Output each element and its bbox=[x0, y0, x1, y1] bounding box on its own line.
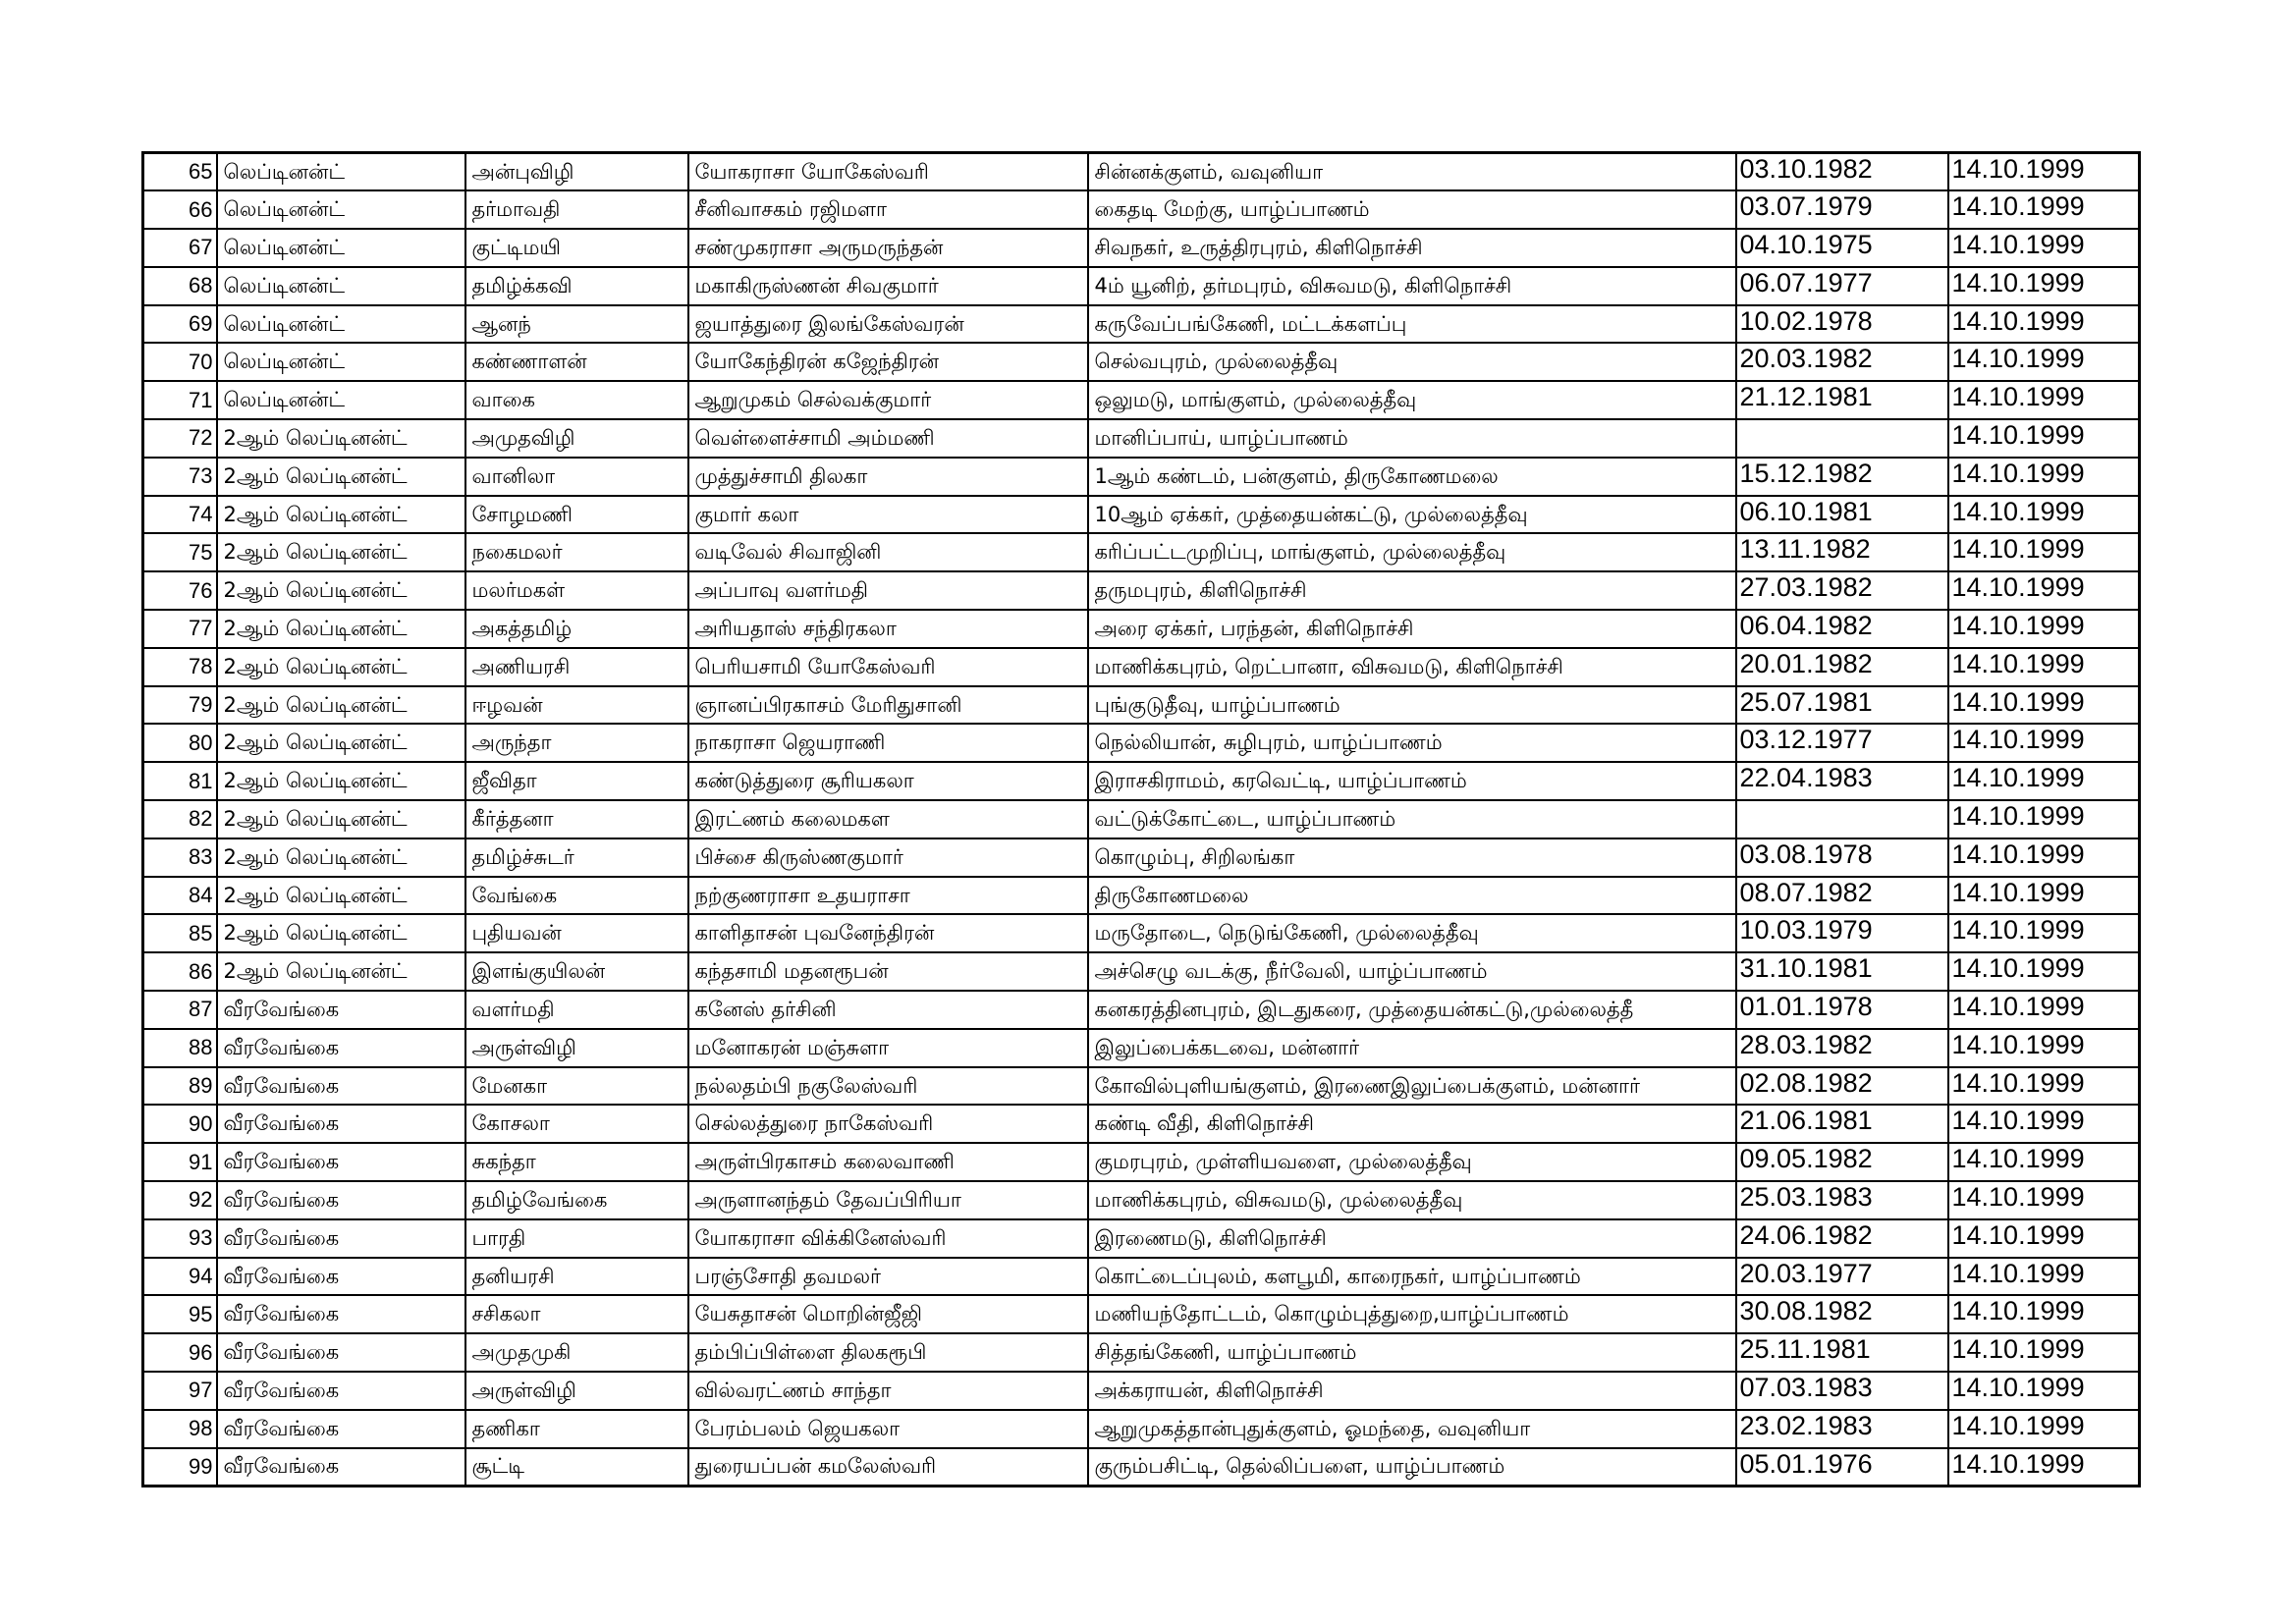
death-date: 14.10.1999 bbox=[1948, 1181, 2140, 1219]
birth-date: 03.08.1978 bbox=[1736, 838, 1948, 877]
row-number: 74 bbox=[143, 496, 217, 534]
birth-date: 31.10.1981 bbox=[1736, 952, 1948, 991]
death-date: 14.10.1999 bbox=[1948, 419, 2140, 458]
address: கொழும்பு, சிறிலங்கா bbox=[1088, 838, 1736, 877]
table-row bbox=[143, 800, 2140, 838]
row-number: 99 bbox=[143, 1448, 217, 1487]
alias-name: கோசலா bbox=[465, 1105, 688, 1143]
full-name: குமார் கலா bbox=[688, 496, 1088, 534]
address: 1ஆம் கண்டம், பன்குளம், திருகோணமலை bbox=[1088, 458, 1736, 496]
rank: வீரவேங்கை bbox=[217, 1410, 465, 1448]
row-number: 85 bbox=[143, 914, 217, 952]
full-name: மனோகரன் மஞ்சுளா bbox=[688, 1029, 1088, 1067]
table-row bbox=[143, 724, 2140, 762]
table-row bbox=[143, 762, 2140, 800]
full-name: ஜயாத்துரை இலங்கேஸ்வரன் bbox=[688, 305, 1088, 344]
alias-name: தமிழ்வேங்கை bbox=[465, 1181, 688, 1219]
table-row bbox=[143, 877, 2140, 915]
full-name: பேரம்பலம் ஜெயகலா bbox=[688, 1410, 1088, 1448]
rank: லெப்டினன்ட் bbox=[217, 267, 465, 305]
death-date: 14.10.1999 bbox=[1948, 952, 2140, 991]
death-date: 14.10.1999 bbox=[1948, 153, 2140, 191]
address: தருமபுரம், கிளிநொச்சி bbox=[1088, 571, 1736, 610]
alias-name: தனியரசி bbox=[465, 1258, 688, 1296]
death-date: 14.10.1999 bbox=[1948, 1410, 2140, 1448]
full-name: தம்பிப்பிள்ளை திலகரூபி bbox=[688, 1333, 1088, 1372]
full-name: அருள்பிரகாசம் கலைவாணி bbox=[688, 1143, 1088, 1181]
row-number: 77 bbox=[143, 610, 217, 648]
address: இராசகிராமம், கரவெட்டி, யாழ்ப்பாணம் bbox=[1088, 762, 1736, 800]
death-date: 14.10.1999 bbox=[1948, 724, 2140, 762]
birth-date: 15.12.1982 bbox=[1736, 458, 1948, 496]
alias-name: வாகை bbox=[465, 381, 688, 419]
full-name: காளிதாசன் புவனேந்திரன் bbox=[688, 914, 1088, 952]
death-date: 14.10.1999 bbox=[1948, 305, 2140, 344]
table-row bbox=[143, 419, 2140, 458]
address: செல்வபுரம், முல்லைத்தீவு bbox=[1088, 343, 1736, 381]
address: குமரபுரம், முள்ளியவளை, முல்லைத்தீவு bbox=[1088, 1143, 1736, 1181]
table-row bbox=[143, 610, 2140, 648]
row-number: 84 bbox=[143, 877, 217, 915]
full-name: வில்வரட்ணம் சாந்தா bbox=[688, 1372, 1088, 1410]
death-date: 14.10.1999 bbox=[1948, 458, 2140, 496]
full-name: யேசுதாசன் மொறின்ஜீஜி bbox=[688, 1295, 1088, 1333]
rank: லெப்டினன்ட் bbox=[217, 229, 465, 267]
death-date: 14.10.1999 bbox=[1948, 800, 2140, 838]
row-number: 73 bbox=[143, 458, 217, 496]
alias-name: தணிகா bbox=[465, 1410, 688, 1448]
birth-date: 13.11.1982 bbox=[1736, 533, 1948, 571]
alias-name: அமுதவிழி bbox=[465, 419, 688, 458]
full-name: வடிவேல் சிவாஜினி bbox=[688, 533, 1088, 571]
alias-name: கீர்த்தனா bbox=[465, 800, 688, 838]
rank: 2ஆம் லெப்டினன்ட் bbox=[217, 686, 465, 725]
address: மாணிக்கபுரம், றெட்பானா, விசுவமடு, கிளிநொச்சி bbox=[1088, 648, 1736, 686]
table-row bbox=[143, 190, 2140, 229]
table-row bbox=[143, 496, 2140, 534]
alias-name: வளர்மதி bbox=[465, 991, 688, 1029]
address: வட்டுக்கோட்டை, யாழ்ப்பாணம் bbox=[1088, 800, 1736, 838]
table-row bbox=[143, 1181, 2140, 1219]
table-row bbox=[143, 1410, 2140, 1448]
alias-name: சூட்டி bbox=[465, 1448, 688, 1487]
rank: வீரவேங்கை bbox=[217, 1181, 465, 1219]
rank: வீரவேங்கை bbox=[217, 1143, 465, 1181]
alias-name: சசிகலா bbox=[465, 1295, 688, 1333]
row-number: 92 bbox=[143, 1181, 217, 1219]
full-name: அப்பாவு வளர்மதி bbox=[688, 571, 1088, 610]
address: ஆறுமுகத்தான்புதுக்குளம், ஓமந்தை, வவுனியா bbox=[1088, 1410, 1736, 1448]
row-number: 72 bbox=[143, 419, 217, 458]
rank: வீரவேங்கை bbox=[217, 1372, 465, 1410]
rank: 2ஆம் லெப்டினன்ட் bbox=[217, 496, 465, 534]
table-row bbox=[143, 153, 2140, 191]
table-row bbox=[143, 571, 2140, 610]
birth-date: 27.03.1982 bbox=[1736, 571, 1948, 610]
death-date: 14.10.1999 bbox=[1948, 1448, 2140, 1487]
rank: 2ஆம் லெப்டினன்ட் bbox=[217, 914, 465, 952]
alias-name: இளங்குயிலன் bbox=[465, 952, 688, 991]
address: ஒலுமடு, மாங்குளம், முல்லைத்தீவு bbox=[1088, 381, 1736, 419]
birth-date: 03.12.1977 bbox=[1736, 724, 1948, 762]
address: நெல்லியான், சுழிபுரம், யாழ்ப்பாணம் bbox=[1088, 724, 1736, 762]
address: மாணிக்கபுரம், விசுவமடு, முல்லைத்தீவு bbox=[1088, 1181, 1736, 1219]
birth-date: 30.08.1982 bbox=[1736, 1295, 1948, 1333]
address: குரும்பசிட்டி, தெல்லிப்பளை, யாழ்ப்பாணம் bbox=[1088, 1448, 1736, 1487]
full-name: யோகேந்திரன் கஜேந்திரன் bbox=[688, 343, 1088, 381]
full-name: அருளானந்தம் தேவப்பிரியா bbox=[688, 1181, 1088, 1219]
rank: வீரவேங்கை bbox=[217, 1448, 465, 1487]
full-name: பிச்சை கிருஸ்ணகுமார் bbox=[688, 838, 1088, 877]
table-row bbox=[143, 686, 2140, 725]
death-date: 14.10.1999 bbox=[1948, 648, 2140, 686]
birth-date: 01.01.1978 bbox=[1736, 991, 1948, 1029]
rank: வீரவேங்கை bbox=[217, 1029, 465, 1067]
death-date: 14.10.1999 bbox=[1948, 838, 2140, 877]
row-number: 86 bbox=[143, 952, 217, 991]
birth-date: 20.03.1982 bbox=[1736, 343, 1948, 381]
table-row bbox=[143, 991, 2140, 1029]
full-name: அரியதாஸ் சந்திரகலா bbox=[688, 610, 1088, 648]
death-date: 14.10.1999 bbox=[1948, 1333, 2140, 1372]
row-number: 65 bbox=[143, 153, 217, 191]
death-date: 14.10.1999 bbox=[1948, 1029, 2140, 1067]
full-name: நாகராசா ஜெயராணி bbox=[688, 724, 1088, 762]
row-number: 88 bbox=[143, 1029, 217, 1067]
rank: 2ஆம் லெப்டினன்ட் bbox=[217, 952, 465, 991]
rank: வீரவேங்கை bbox=[217, 1219, 465, 1258]
birth-date: 20.01.1982 bbox=[1736, 648, 1948, 686]
full-name: பெரியசாமி யோகேஸ்வரி bbox=[688, 648, 1088, 686]
alias-name: ஜீவிதா bbox=[465, 762, 688, 800]
rank: லெப்டினன்ட் bbox=[217, 190, 465, 229]
full-name: சண்முகராசா அருமருந்தன் bbox=[688, 229, 1088, 267]
alias-name: ஆனந் bbox=[465, 305, 688, 344]
row-number: 83 bbox=[143, 838, 217, 877]
row-number: 80 bbox=[143, 724, 217, 762]
alias-name: சுகந்தா bbox=[465, 1143, 688, 1181]
row-number: 78 bbox=[143, 648, 217, 686]
address: மானிப்பாய், யாழ்ப்பாணம் bbox=[1088, 419, 1736, 458]
birth-date: 25.03.1983 bbox=[1736, 1181, 1948, 1219]
alias-name: அணியரசி bbox=[465, 648, 688, 686]
rank: லெப்டினன்ட் bbox=[217, 381, 465, 419]
rank: வீரவேங்கை bbox=[217, 1333, 465, 1372]
birth-date: 06.07.1977 bbox=[1736, 267, 1948, 305]
birth-date bbox=[1736, 419, 1948, 458]
alias-name: அருள்விழி bbox=[465, 1029, 688, 1067]
alias-name: நகைமலர் bbox=[465, 533, 688, 571]
alias-name: தமிழ்ச்சுடர் bbox=[465, 838, 688, 877]
table-row bbox=[143, 1143, 2140, 1181]
table-row bbox=[143, 1258, 2140, 1296]
death-date: 14.10.1999 bbox=[1948, 877, 2140, 915]
birth-date: 25.11.1981 bbox=[1736, 1333, 1948, 1372]
death-date: 14.10.1999 bbox=[1948, 343, 2140, 381]
table-row bbox=[143, 267, 2140, 305]
birth-date: 20.03.1977 bbox=[1736, 1258, 1948, 1296]
death-date: 14.10.1999 bbox=[1948, 229, 2140, 267]
table-row bbox=[143, 1333, 2140, 1372]
table-row bbox=[143, 533, 2140, 571]
row-number: 91 bbox=[143, 1143, 217, 1181]
alias-name: பாரதி bbox=[465, 1219, 688, 1258]
row-number: 89 bbox=[143, 1067, 217, 1106]
alias-name: தமிழ்க்கவி bbox=[465, 267, 688, 305]
rank: 2ஆம் லெப்டினன்ட் bbox=[217, 610, 465, 648]
table-row bbox=[143, 1448, 2140, 1487]
full-name: யோகராசா யோகேஸ்வரி bbox=[688, 153, 1088, 191]
birth-date: 23.02.1983 bbox=[1736, 1410, 1948, 1448]
death-date: 14.10.1999 bbox=[1948, 496, 2140, 534]
table-row bbox=[143, 1219, 2140, 1258]
full-name: இரட்ணம் கலைமகள bbox=[688, 800, 1088, 838]
alias-name: வேங்கை bbox=[465, 877, 688, 915]
address: கோவில்புளியங்குளம், இரணைஇலுப்பைக்குளம், மன்னார் bbox=[1088, 1067, 1736, 1106]
row-number: 98 bbox=[143, 1410, 217, 1448]
death-date: 14.10.1999 bbox=[1948, 914, 2140, 952]
death-date: 14.10.1999 bbox=[1948, 991, 2140, 1029]
death-date: 14.10.1999 bbox=[1948, 1295, 2140, 1333]
rank: லெப்டினன்ட் bbox=[217, 153, 465, 191]
table-row bbox=[143, 1105, 2140, 1143]
birth-date: 08.07.1982 bbox=[1736, 877, 1948, 915]
full-name: ஆறுமுகம் செல்வக்குமார் bbox=[688, 381, 1088, 419]
address: அரை ஏக்கர், பரந்தன், கிளிநொச்சி bbox=[1088, 610, 1736, 648]
full-name: துரையப்பன் கமலேஸ்வரி bbox=[688, 1448, 1088, 1487]
rank: லெப்டினன்ட் bbox=[217, 305, 465, 344]
address: கனகரத்தினபுரம், இடதுகரை, முத்தையன்கட்டு,முல்லைத்தீ bbox=[1088, 991, 1736, 1029]
birth-date: 25.07.1981 bbox=[1736, 686, 1948, 725]
full-name: சீனிவாசகம் ரஜிமளா bbox=[688, 190, 1088, 229]
rank: 2ஆம் லெப்டினன்ட் bbox=[217, 838, 465, 877]
birth-date: 02.08.1982 bbox=[1736, 1067, 1948, 1106]
address: கண்டி வீதி, கிளிநொச்சி bbox=[1088, 1105, 1736, 1143]
full-name: நற்குணராசா உதயராசா bbox=[688, 877, 1088, 915]
full-name: மகாகிருஸ்ணன் சிவகுமார் bbox=[688, 267, 1088, 305]
row-number: 81 bbox=[143, 762, 217, 800]
row-number: 90 bbox=[143, 1105, 217, 1143]
row-number: 93 bbox=[143, 1219, 217, 1258]
address: கைதடி மேற்கு, யாழ்ப்பாணம் bbox=[1088, 190, 1736, 229]
death-date: 14.10.1999 bbox=[1948, 762, 2140, 800]
alias-name: தர்மாவதி bbox=[465, 190, 688, 229]
full-name: வெள்ளைச்சாமி அம்மணி bbox=[688, 419, 1088, 458]
alias-name: சோழமணி bbox=[465, 496, 688, 534]
rank: 2ஆம் லெப்டினன்ட் bbox=[217, 458, 465, 496]
alias-name: அகத்தமிழ் bbox=[465, 610, 688, 648]
rank: 2ஆம் லெப்டினன்ட் bbox=[217, 648, 465, 686]
row-number: 96 bbox=[143, 1333, 217, 1372]
rank: 2ஆம் லெப்டினன்ட் bbox=[217, 762, 465, 800]
birth-date: 09.05.1982 bbox=[1736, 1143, 1948, 1181]
row-number: 87 bbox=[143, 991, 217, 1029]
alias-name: மேனகா bbox=[465, 1067, 688, 1106]
death-date: 14.10.1999 bbox=[1948, 190, 2140, 229]
table-row bbox=[143, 838, 2140, 877]
birth-date: 04.10.1975 bbox=[1736, 229, 1948, 267]
birth-date: 03.10.1982 bbox=[1736, 153, 1948, 191]
row-number: 94 bbox=[143, 1258, 217, 1296]
death-date: 14.10.1999 bbox=[1948, 1105, 2140, 1143]
alias-name: மலர்மகள் bbox=[465, 571, 688, 610]
birth-date: 21.06.1981 bbox=[1736, 1105, 1948, 1143]
table-row bbox=[143, 1029, 2140, 1067]
alias-name: ஈழவன் bbox=[465, 686, 688, 725]
death-date: 14.10.1999 bbox=[1948, 533, 2140, 571]
rank: வீரவேங்கை bbox=[217, 1295, 465, 1333]
row-number: 97 bbox=[143, 1372, 217, 1410]
address: அக்கராயன், கிளிநொச்சி bbox=[1088, 1372, 1736, 1410]
rank: வீரவேங்கை bbox=[217, 991, 465, 1029]
death-date: 14.10.1999 bbox=[1948, 571, 2140, 610]
address: இலுப்பைக்கடவை, மன்னார் bbox=[1088, 1029, 1736, 1067]
alias-name: கண்ணாளன் bbox=[465, 343, 688, 381]
birth-date: 21.12.1981 bbox=[1736, 381, 1948, 419]
address: அச்செழு வடக்கு, நீர்வேலி, யாழ்ப்பாணம் bbox=[1088, 952, 1736, 991]
table-row bbox=[143, 305, 2140, 344]
birth-date: 28.03.1982 bbox=[1736, 1029, 1948, 1067]
birth-date: 06.10.1981 bbox=[1736, 496, 1948, 534]
birth-date: 06.04.1982 bbox=[1736, 610, 1948, 648]
rank: வீரவேங்கை bbox=[217, 1258, 465, 1296]
full-name: கந்தசாமி மதனரூபன் bbox=[688, 952, 1088, 991]
row-number: 79 bbox=[143, 686, 217, 725]
alias-name: குட்டிமயி bbox=[465, 229, 688, 267]
row-number: 70 bbox=[143, 343, 217, 381]
address: 4ம் யூனிற், தர்மபுரம், விசுவமடு, கிளிநொச்சி bbox=[1088, 267, 1736, 305]
alias-name: புதியவன் bbox=[465, 914, 688, 952]
address: புங்குடுதீவு, யாழ்ப்பாணம் bbox=[1088, 686, 1736, 725]
death-date: 14.10.1999 bbox=[1948, 610, 2140, 648]
birth-date bbox=[1736, 800, 1948, 838]
rank: 2ஆம் லெப்டினன்ட் bbox=[217, 877, 465, 915]
death-date: 14.10.1999 bbox=[1948, 1372, 2140, 1410]
table-row bbox=[143, 914, 2140, 952]
table-row bbox=[143, 1372, 2140, 1410]
address: கரிப்பட்டமுறிப்பு, மாங்குளம், முல்லைத்தீவு bbox=[1088, 533, 1736, 571]
rank: 2ஆம் லெப்டினன்ட் bbox=[217, 800, 465, 838]
row-number: 66 bbox=[143, 190, 217, 229]
table-row bbox=[143, 229, 2140, 267]
alias-name: அன்புவிழி bbox=[465, 153, 688, 191]
row-number: 82 bbox=[143, 800, 217, 838]
address: சின்னக்குளம், வவுனியா bbox=[1088, 153, 1736, 191]
full-name: கண்டுத்துரை சூரியகலா bbox=[688, 762, 1088, 800]
table-row bbox=[143, 381, 2140, 419]
birth-date: 22.04.1983 bbox=[1736, 762, 1948, 800]
table-row bbox=[143, 458, 2140, 496]
address: இரணைமடு, கிளிநொச்சி bbox=[1088, 1219, 1736, 1258]
table-row bbox=[143, 952, 2140, 991]
address: 10ஆம் ஏக்கர், முத்தையன்கட்டு, முல்லைத்தீவு bbox=[1088, 496, 1736, 534]
table-row bbox=[143, 1067, 2140, 1106]
rank: 2ஆம் லெப்டினன்ட் bbox=[217, 419, 465, 458]
death-date: 14.10.1999 bbox=[1948, 267, 2140, 305]
alias-name: அருந்தா bbox=[465, 724, 688, 762]
address: சிவநகர், உருத்திரபுரம், கிளிநொச்சி bbox=[1088, 229, 1736, 267]
death-date: 14.10.1999 bbox=[1948, 1219, 2140, 1258]
table-row bbox=[143, 648, 2140, 686]
death-date: 14.10.1999 bbox=[1948, 1067, 2140, 1106]
rank: லெப்டினன்ட் bbox=[217, 343, 465, 381]
row-number: 68 bbox=[143, 267, 217, 305]
records-table bbox=[141, 151, 2141, 1487]
full-name: முத்துச்சாமி திலகா bbox=[688, 458, 1088, 496]
address: திருகோணமலை bbox=[1088, 877, 1736, 915]
full-name: கனேஸ் தர்சினி bbox=[688, 991, 1088, 1029]
birth-date: 03.07.1979 bbox=[1736, 190, 1948, 229]
death-date: 14.10.1999 bbox=[1948, 1258, 2140, 1296]
row-number: 76 bbox=[143, 571, 217, 610]
full-name: யோகராசா விக்கினேஸ்வரி bbox=[688, 1219, 1088, 1258]
alias-name: அமுதமுகி bbox=[465, 1333, 688, 1372]
rank: 2ஆம் லெப்டினன்ட் bbox=[217, 533, 465, 571]
row-number: 95 bbox=[143, 1295, 217, 1333]
address: மருதோடை, நெடுங்கேணி, முல்லைத்தீவு bbox=[1088, 914, 1736, 952]
rank: வீரவேங்கை bbox=[217, 1105, 465, 1143]
address: கருவேப்பங்கேணி, மட்டக்களப்பு bbox=[1088, 305, 1736, 344]
rank: 2ஆம் லெப்டினன்ட் bbox=[217, 724, 465, 762]
table-row bbox=[143, 343, 2140, 381]
rank: வீரவேங்கை bbox=[217, 1067, 465, 1106]
row-number: 69 bbox=[143, 305, 217, 344]
birth-date: 07.03.1983 bbox=[1736, 1372, 1948, 1410]
birth-date: 10.03.1979 bbox=[1736, 914, 1948, 952]
row-number: 67 bbox=[143, 229, 217, 267]
birth-date: 10.02.1978 bbox=[1736, 305, 1948, 344]
rank: 2ஆம் லெப்டினன்ட் bbox=[217, 571, 465, 610]
alias-name: அருள்விழி bbox=[465, 1372, 688, 1410]
address: மணியந்தோட்டம், கொழும்புத்துறை,யாழ்ப்பாணம் bbox=[1088, 1295, 1736, 1333]
alias-name: வானிலா bbox=[465, 458, 688, 496]
row-number: 71 bbox=[143, 381, 217, 419]
full-name: பரஞ்சோதி தவமலர் bbox=[688, 1258, 1088, 1296]
table-row bbox=[143, 1295, 2140, 1333]
full-name: ஞானப்பிரகாசம் மேரிதுசானி bbox=[688, 686, 1088, 725]
address: கொட்டைப்புலம், களபூமி, காரைநகர், யாழ்ப்பாணம் bbox=[1088, 1258, 1736, 1296]
death-date: 14.10.1999 bbox=[1948, 686, 2140, 725]
birth-date: 05.01.1976 bbox=[1736, 1448, 1948, 1487]
death-date: 14.10.1999 bbox=[1948, 381, 2140, 419]
address: சித்தங்கேணி, யாழ்ப்பாணம் bbox=[1088, 1333, 1736, 1372]
full-name: நல்லதம்பி நகுலேஸ்வரி bbox=[688, 1067, 1088, 1106]
full-name: செல்லத்துரை நாகேஸ்வரி bbox=[688, 1105, 1088, 1143]
death-date: 14.10.1999 bbox=[1948, 1143, 2140, 1181]
birth-date: 24.06.1982 bbox=[1736, 1219, 1948, 1258]
row-number: 75 bbox=[143, 533, 217, 571]
